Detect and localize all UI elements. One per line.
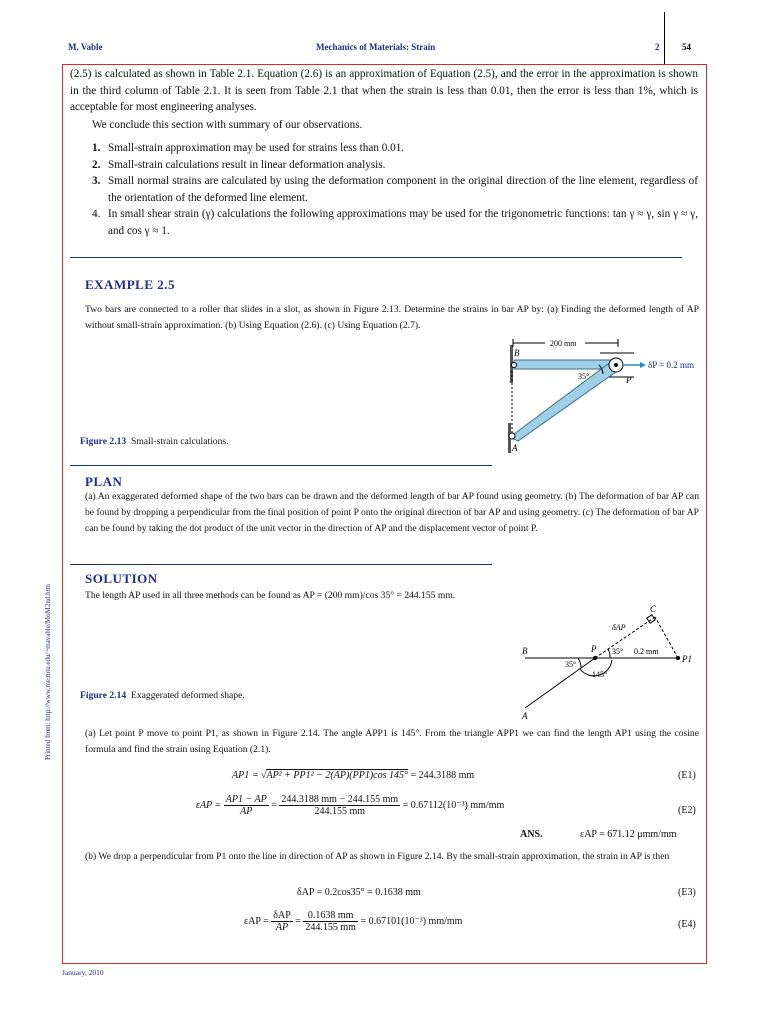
intro-paragraph: (2.5) is calculated as shown in Table 2.1. Equation (2.6) is an approximation of Equation (2.5), and the error in the approximation is shown in the third column of Table 2.1. It is seen from Table 2.1 that when the strain is less than 0.01, then the error is less than 1%, which is acceptable for most engineering analyses. [70,68,698,113]
fig14-displacement: 0.2 mm [634,647,659,656]
fig14-angle-b: 35° [612,647,624,656]
plan-text: (a) An exaggerated deformed shape of the two bars can be drawn and the deformed length of bar AP found using geometry. (b) The deformation of bar AP can be found by dropping a perpendicular from the final position of point P onto the original direction of bar AP and using geometry. (c) The deformation of bar AP can be found by taking the dot product of the unit vector in the direction of AP and the displacement vector of point P. [85,491,699,534]
fig14-angle-a: 35° [565,660,577,669]
solution-heading: SOLUTION [85,571,158,586]
fig13-label-b: B [514,348,520,358]
equation-e3: δAP = 0.2cos35° = 0.1638 mm [297,887,421,898]
equation-e3-number: (E3) [678,887,696,898]
fig14-label-b: B [522,646,528,656]
intro-conclude: We conclude this section with summary of our observations. [92,119,363,131]
footer-date: January, 2010 [62,968,104,977]
fig14-angle-145: 145° [592,670,608,679]
list-item: 2. Small-strain calculations result in linear deformation analysis. [92,158,386,171]
fig14-label-a: A [522,711,528,721]
section-rule [70,257,682,258]
equation-e4-number: (E4) [678,919,696,930]
figure-2-14 [510,602,710,722]
answer-value: εAP = 671.12 μmm/mm [580,829,677,840]
example-heading: EXAMPLE 2.5 [85,277,175,292]
figure-2-13 [500,333,710,453]
plan-heading: PLAN [85,474,123,489]
bar-ap [510,361,620,441]
list-item: 3. Small normal strains are calculated by using the deformation component in the original direction of the line element, regardless of the orientation of the deformed line element. [92,175,698,204]
author-name: M. Vable [68,42,103,52]
equation-e4: εAP = $\frac{\text{δAP}}{AP}$ = $\frac{0.1638 mm}{244.155 mm}$ = 0.67101(10⁻³) mm/mm [244,910,463,933]
section-rule [70,564,492,565]
observation-list [92,140,698,239]
fig14-label-p1: P1 [682,654,692,664]
figure-2-14-caption: Figure 2.14 Exaggerated deformed shape. [80,690,245,701]
list-item: 1. Small-strain approximation may be used for strains less than 0.01. [92,142,405,154]
equation-e1: AP1 = √AP² + PP1² − 2(AP)(PP1)cos 145° = 244.3188 mm [232,770,475,781]
equation-e1-number: (E1) [678,770,696,781]
list-item: 4. In small shear strain (γ) calculations the following approximations may be used for the trigonometric functions: tan γ ≈ γ, sin γ ≈ γ, and cos γ ≈ 1. [92,208,698,237]
fig14-label-p: P [591,644,597,654]
section-rule [70,465,492,466]
fig13-label-a: A [512,443,518,453]
answer-label: ANS. [520,829,543,840]
equation-e2-number: (E2) [678,805,696,816]
book-title: Mechanics of Materials: Strain [316,42,436,52]
example-problem: Two bars are connected to a roller that slides in a slot, as shown in Figure 2.13. Determine the strains in bar AP by: (a) Finding the deformed length of AP without small-strain approximation. (b) Using Equation (2.6). (c) Using Equation (2.7). [85,304,699,331]
header-divider [664,12,665,64]
equation-e2: εAP = $\frac{AP1 - AP}{AP}$ = $\frac{244.3188 mm - 244.155 mm}{244.155 mm}$ = 0.67112(10⁻³) mm/mm [196,794,505,817]
fig14-label-c: C [650,604,657,614]
figure-2-13-caption: Figure 2.13 Small-strain calculations. [80,436,229,447]
page-number: 54 [682,42,691,52]
fig13-label-p: P [626,375,632,385]
printed-from-url: Printed from: http://www.me.mtu.edu/~mavable/MoM2nd.htm [44,584,52,760]
fig13-angle: 35° [578,372,590,381]
solution-length-text: The length AP used in all three methods can be found as AP = (200 mm)/cos 35° = 244.155 mm. [85,590,456,601]
fig13-dimension: 200 mm [550,339,577,348]
fig14-delta-ap: δAP [612,623,626,632]
part-b-text: (b) We drop a perpendicular from P1 onto the line in direction of AP as shown in Figure 2.14. By the small-strain approximation, the strain in AP is then [85,851,670,862]
part-a-text: (a) Let point P move to point P1, as shown in Figure 2.14. The angle APP1 is 145°. From the triangle APP1 we can find the length AP1 using the cosine formula and find the strain using Equation (2.1). [85,728,699,755]
chapter-number: 2 [655,42,660,52]
fig13-delta: δP = 0.2 mm [648,360,694,370]
